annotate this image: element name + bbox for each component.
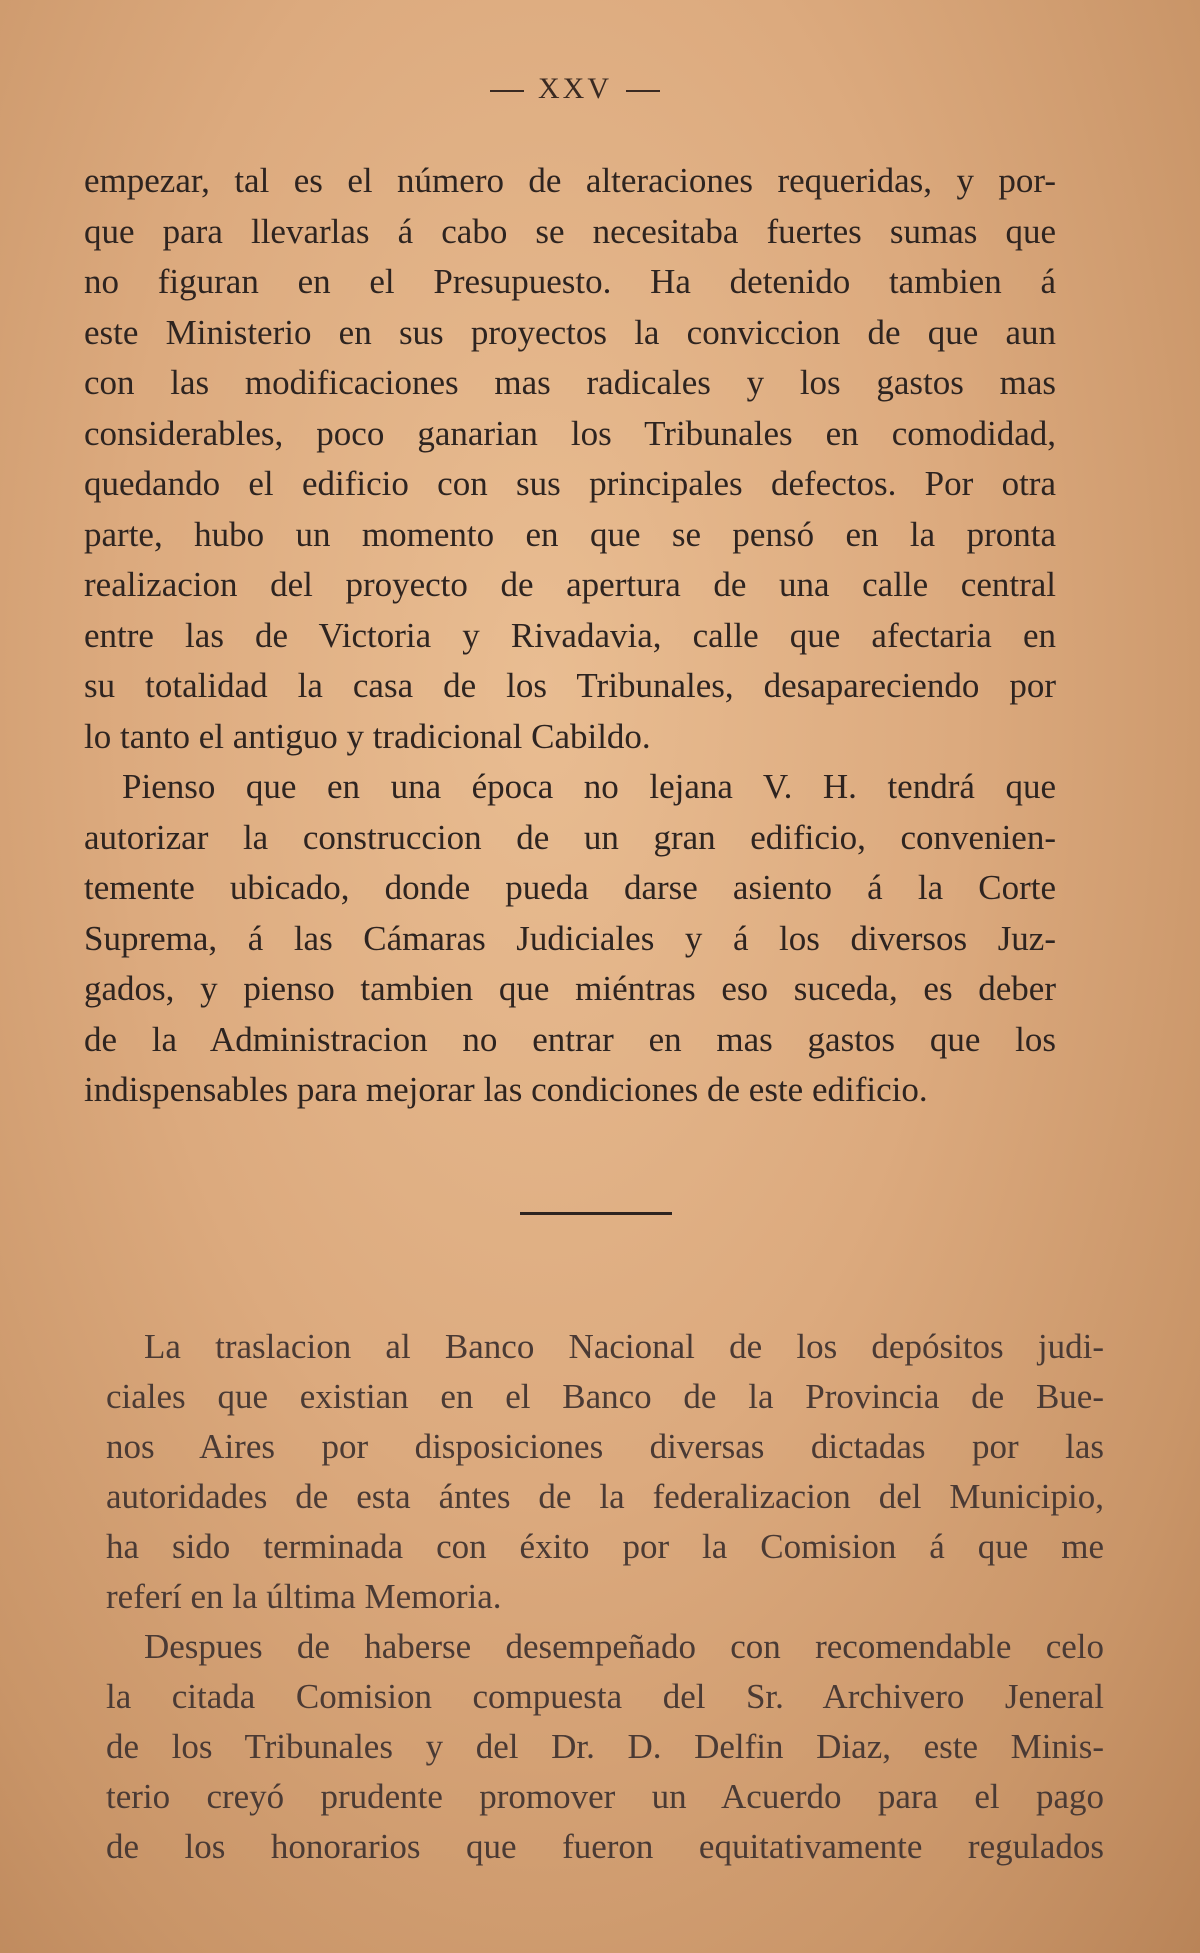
page-number-header [0, 72, 1150, 106]
text-line: ha sido terminada con éxito por la Comision á que me [106, 1527, 1104, 1566]
text-block-courthouse [84, 156, 1056, 1116]
text-line: lo tanto el antiguo y tradicional Cabildo. [84, 716, 651, 756]
text-line: Despues de haberse desempeñado con recomendable celo [144, 1627, 1104, 1666]
page-number: XXV [538, 72, 612, 105]
text-line: ciales que existian en el Banco de la Provincia de Bue- [106, 1377, 1104, 1416]
text-line: parte, hubo un momento en que se pensó en la pronta [84, 514, 1056, 554]
section-separator [520, 1212, 672, 1215]
text-line: no figuran en el Presupuesto. Ha detenido tambien á [84, 262, 1056, 301]
text-line: empezar, tal es el número de alteraciones requeridas, y por- [84, 161, 1056, 200]
text-line: La traslacion al Banco Nacional de los depósitos judi- [144, 1327, 1104, 1366]
text-line: su totalidad la casa de los Tribunales, desapareciendo por [84, 666, 1056, 705]
text-line: Pienso que en una época no lejana V. H. tendrá que [122, 767, 1056, 806]
text-line: temente ubicado, donde pueda darse asiento á la Corte [84, 868, 1056, 907]
text-line: entre las de Victoria y Rivadavia, calle que afectaria en [84, 615, 1056, 655]
text-line: la citada Comision compuesta del Sr. Archivero Jeneral [106, 1677, 1104, 1716]
text-line: este Ministerio en sus proyectos la conviccion de que aun [84, 312, 1056, 352]
text-line: de los honorarios que fueron equitativamente regulados [106, 1827, 1104, 1866]
text-line: quedando el edificio con sus principales defectos. Por otra [84, 464, 1056, 503]
text-line: autorizar la construccion de un gran edificio, convenien- [84, 817, 1056, 857]
text-line: que para llevarlas á cabo se necesitaba fuertes sumas que [84, 211, 1056, 251]
text-line: gados, y pienso tambien que miéntras eso suceda, es deber [84, 969, 1056, 1008]
text-line: con las modificaciones mas radicales y los gastos mas [84, 363, 1056, 402]
left-dash [490, 90, 524, 92]
text-line: de los Tribunales y del Dr. D. Delfin Diaz, este Minis- [106, 1727, 1104, 1766]
text-line: de la Administracion no entrar en mas gastos que los [84, 1019, 1056, 1059]
text-line: Suprema, á las Cámaras Judiciales y á los diversos Juz- [84, 918, 1056, 958]
text-line: indispensables para mejorar las condiciones de este edificio. [84, 1070, 928, 1109]
text-block-deposits [106, 1322, 1104, 1872]
text-line: considerables, poco ganarian los Tribunales en comodidad, [84, 413, 1056, 453]
right-dash [626, 90, 660, 92]
text-line: realizacion del proyecto de apertura de una calle central [84, 565, 1056, 604]
text-line: autoridades de esta ántes de la federalizacion del Municipio, [106, 1477, 1104, 1516]
text-line: nos Aires por disposiciones diversas dictadas por las [106, 1427, 1104, 1466]
text-line: referí en la última Memoria. [106, 1577, 502, 1616]
text-line: terio creyó prudente promover un Acuerdo para el pago [106, 1777, 1104, 1816]
